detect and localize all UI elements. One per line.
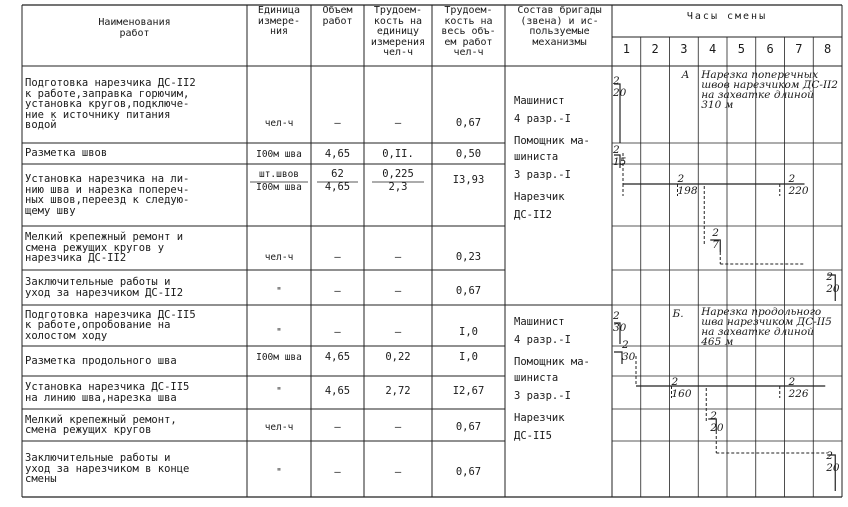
schedule-mark-workers: 2 xyxy=(677,173,685,185)
row-labor-unit: 0,22 xyxy=(385,351,411,363)
section-note-a: Нарезка поперечных xyxy=(701,69,819,81)
row-labor-total: 0,23 xyxy=(455,251,482,263)
hour-number: 6 xyxy=(766,42,774,56)
header-name: Наименования xyxy=(98,17,171,28)
header-name: работ xyxy=(119,28,150,39)
row-name: холостом ходу xyxy=(25,329,108,342)
schedule-mark-minutes: 220 xyxy=(788,185,809,197)
row-labor-total: I,0 xyxy=(459,326,478,338)
header-volume: Объем xyxy=(322,5,353,16)
row-unit: " xyxy=(276,286,282,297)
header-labor-unit: Трудоем- xyxy=(373,5,423,16)
schedule-mark-workers: 2 xyxy=(826,271,833,283)
schedule-mark-workers: 2 xyxy=(622,339,629,351)
schedule-mark-workers: 2 xyxy=(712,227,719,239)
row-name: смена режущих кругов у xyxy=(25,241,165,254)
row-name: Установка нарезчика на ли- xyxy=(25,173,190,185)
row-labor-total: I2,67 xyxy=(452,385,485,397)
bar-b-mark xyxy=(614,352,622,364)
hour-number: 8 xyxy=(824,42,832,56)
row-labor-total: 0,67 xyxy=(455,117,482,129)
hour-number: 7 xyxy=(795,42,803,56)
row-name: нию шва и нарезка попереч- xyxy=(25,183,190,196)
header-unit: Единица xyxy=(257,5,301,16)
row-name: водой xyxy=(25,119,57,132)
row-labor-unit: – xyxy=(394,285,402,297)
schedule-mark-minutes: 160 xyxy=(671,388,692,400)
row-labor-unit: – xyxy=(394,117,402,129)
schedule-mark-workers: 2 xyxy=(788,376,796,388)
header-labor-unit: чел-ч xyxy=(382,47,414,58)
section-letter-b: Б. xyxy=(672,308,684,320)
section-note-a: швов нарезчиком ДС-II2 xyxy=(701,79,838,91)
crew-line: Помощник ма- xyxy=(514,135,590,147)
header-crew: механизмы xyxy=(532,36,587,48)
crew-line: ДС-II2 xyxy=(514,209,552,221)
row-unit: чел-ч xyxy=(264,252,294,263)
row-volume: 4,65 xyxy=(324,385,351,397)
header-labor-total: кость на xyxy=(444,15,493,27)
row-labor-total: I3,93 xyxy=(452,174,485,186)
crew-line: Машинист xyxy=(514,95,565,107)
hour-number: 5 xyxy=(737,42,745,56)
row-name: Разметка швов xyxy=(25,147,108,160)
row-labor-unit: 0,II. xyxy=(382,148,414,160)
header-labor-unit: измерения xyxy=(370,36,426,48)
row-name: смена режущих кругов xyxy=(25,424,152,436)
schedule-mark-minutes: 30 xyxy=(613,322,627,334)
row-name: Разметка продольного шва xyxy=(25,354,177,367)
header-unit: ния xyxy=(269,26,289,37)
crew-line: Помощник ма- xyxy=(514,356,590,368)
row-labor-total: 0,67 xyxy=(455,285,482,297)
section-note-a: на захватке длиной xyxy=(701,89,814,101)
section-note-b: шва нарезчиком ДС-II5 xyxy=(701,316,832,328)
schedule-mark-minutes: 15 xyxy=(613,156,627,168)
hour-number: 3 xyxy=(680,42,688,56)
row-labor-total: I,0 xyxy=(459,351,478,363)
header-hours: Часы смены xyxy=(686,11,768,22)
hour-number: 4 xyxy=(709,42,717,56)
row-volume: – xyxy=(334,251,341,263)
row-unit: " xyxy=(276,467,282,478)
row-volume: – xyxy=(334,421,341,433)
crew-line: шиниста xyxy=(514,372,559,384)
row-labor-total: 0,67 xyxy=(455,421,482,433)
row-volume: 4,65 xyxy=(324,351,351,363)
row-volume: – xyxy=(334,285,341,297)
row-name: установка кругов,подключе- xyxy=(25,98,190,111)
row-volume: – xyxy=(334,117,341,129)
schedule-mark-workers: 2 xyxy=(613,144,620,156)
header-unit: измере- xyxy=(257,15,301,27)
row-name: уход за нарезчиком в конце xyxy=(25,462,190,475)
schedule-mark-workers: 2 xyxy=(710,410,717,422)
crew-line: ДС-II5 xyxy=(514,430,552,442)
row-volume: 4,65 xyxy=(324,181,351,193)
row-name: смены xyxy=(25,473,57,486)
row-labor-unit: 2,3 xyxy=(388,181,408,193)
schedule-mark-workers: 2 xyxy=(613,75,620,87)
row-name: Заключительные работы и xyxy=(25,276,171,288)
schedule-mark-minutes: 226 xyxy=(788,388,809,400)
crew-line: шиниста xyxy=(514,151,559,163)
row-labor-unit: – xyxy=(394,326,402,338)
row-unit: чел-ч xyxy=(264,118,294,129)
row-labor-total: 0,67 xyxy=(455,466,482,478)
header-labor-total: весь объ- xyxy=(441,26,496,37)
section-note-b: Нарезка продольного xyxy=(701,306,822,318)
schedule-mark-minutes: 7 xyxy=(712,239,719,251)
schedule-mark-workers: 2 xyxy=(671,376,679,388)
header-volume: работ xyxy=(322,15,353,27)
row-unit: " xyxy=(276,386,282,397)
schedule-mark-minutes: 20 xyxy=(710,422,724,434)
row-name: Подготовка нарезчика ДС-II5 xyxy=(25,308,196,321)
hour-number: 2 xyxy=(651,42,659,56)
header-crew: пользуемые xyxy=(529,26,590,37)
section-letter-a: А xyxy=(681,69,690,81)
crew-line: 3 разр.-I xyxy=(514,390,571,402)
row-name: Мелкий крепежный ремонт, xyxy=(25,413,177,426)
schedule-mark-minutes: 20 xyxy=(826,462,840,474)
crew-line: Нарезчик xyxy=(514,191,565,203)
row-labor-unit: – xyxy=(394,466,402,478)
section-note-a: 310 м xyxy=(701,99,734,111)
schedule-mark-minutes: 20 xyxy=(826,283,840,295)
schedule-mark-workers: 2 xyxy=(613,310,620,322)
row-name: к работе,опробование на xyxy=(25,319,171,332)
header-labor-total: чел-ч xyxy=(453,47,484,58)
row-labor-unit: 0,225 xyxy=(382,168,414,180)
row-unit: чел-ч xyxy=(264,422,294,433)
row-name: Мелкий крепежный ремонт и xyxy=(25,231,184,244)
schedule-mark-workers: 2 xyxy=(788,173,796,185)
crew-line: 4 разр.-I xyxy=(514,113,571,125)
header-labor-unit: кость на xyxy=(373,15,423,27)
row-name: щему шву xyxy=(25,204,76,217)
row-unit: " xyxy=(276,327,282,338)
schedule-mark-minutes: 198 xyxy=(677,185,698,197)
row-labor-unit: – xyxy=(394,421,402,433)
row-unit: I00м шва xyxy=(256,149,302,160)
header-labor-unit: единицу xyxy=(376,26,420,37)
row-unit: шт.швов xyxy=(258,169,300,180)
row-name: уход за нарезчиком ДС-II2 xyxy=(25,286,184,299)
hour-number: 1 xyxy=(622,42,630,56)
row-labor-unit: 2,72 xyxy=(385,385,411,397)
crew-line: Машинист xyxy=(514,316,565,328)
header-crew: (звена) и ис- xyxy=(520,15,599,27)
row-volume: 62 xyxy=(331,168,344,180)
row-volume: 4,65 xyxy=(324,148,351,160)
row-name: Подготовка нарезчика ДС-II2 xyxy=(25,77,196,90)
crew-line: Нарезчик xyxy=(514,412,565,424)
header-labor-total: ем работ xyxy=(444,36,493,48)
row-volume: – xyxy=(334,466,341,478)
section-note-b: 465 м xyxy=(701,336,734,348)
row-unit: I00м шва xyxy=(256,352,302,363)
schedule-mark-workers: 2 xyxy=(826,450,833,462)
row-volume: – xyxy=(334,326,341,338)
header-labor-total: Трудоем- xyxy=(444,5,493,16)
section-note-b: на захватке длиной xyxy=(701,326,814,338)
row-name: к работе,заправка горючим, xyxy=(25,87,190,100)
crew-line: 3 разр.-I xyxy=(514,169,571,181)
row-unit: I00м шва xyxy=(256,182,302,193)
row-name: нарезчика ДС-II2 xyxy=(25,252,127,265)
crew-line: 4 разр.-I xyxy=(514,334,571,346)
row-labor-total: 0,50 xyxy=(455,148,482,160)
row-name: Установка нарезчика ДС-II5 xyxy=(25,381,190,393)
row-name: ных швов,переезд к следую- xyxy=(25,194,190,206)
row-labor-unit: – xyxy=(394,251,402,263)
row-name: Заключительные работы и xyxy=(25,452,171,465)
schedule-mark-minutes: 30 xyxy=(622,351,636,363)
header-crew: Состав бригады xyxy=(517,5,602,16)
row-name: ние к источнику питания xyxy=(25,108,171,121)
schedule-mark-minutes: 20 xyxy=(613,87,627,99)
row-name: на линию шва,нарезка шва xyxy=(25,391,177,404)
